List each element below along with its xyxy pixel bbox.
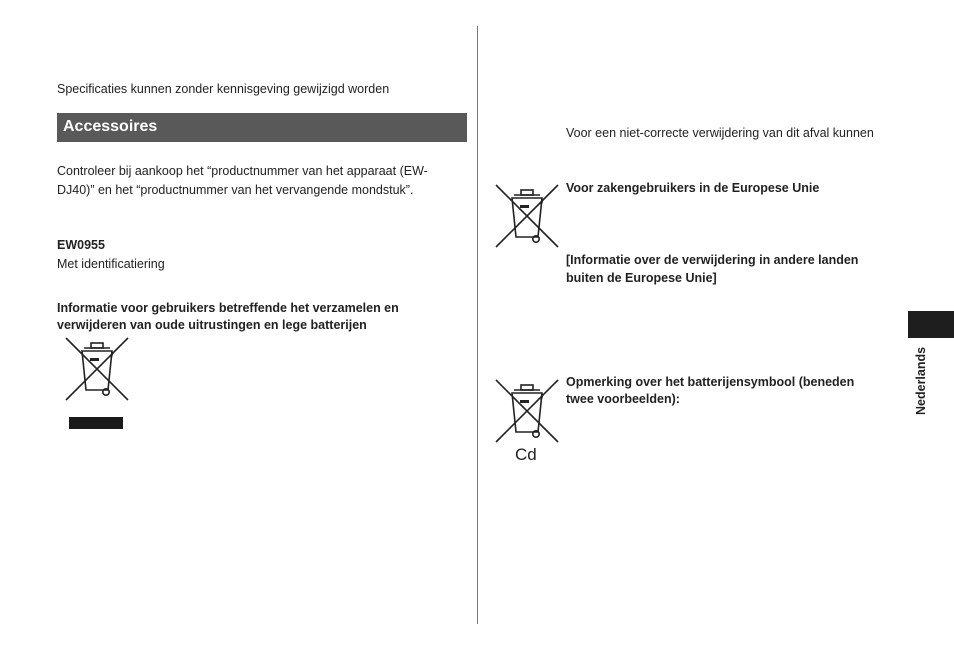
- wheelie-bin-business-icon: [494, 183, 560, 249]
- other-countries-heading-line-1: [Informatie over de verwijdering in andere landen: [566, 253, 859, 267]
- accessories-heading: Accessoires: [63, 118, 158, 135]
- accessories-section-bar: [57, 113, 467, 142]
- business-users-heading: Voor zakengebruikers in de Europese Unie: [566, 181, 820, 195]
- part-number: EW0955: [57, 238, 105, 252]
- language-tab: [908, 311, 954, 338]
- spec-note: Specificaties kunnen zonder kennisgeving gewijzigd worden: [57, 82, 390, 96]
- improper-disposal-text: Voor een niet-correcte verwijdering van dit afval kunnen: [566, 126, 874, 140]
- battery-note-line-2: twee voorbeelden):: [566, 392, 680, 406]
- language-label: Nederlands: [914, 346, 928, 415]
- battery-note-line-1: Opmerking over het batterijensymbool (beneden: [566, 375, 855, 389]
- info-heading-line-1: Informatie voor gebruikers betreffende het verzamelen en: [57, 301, 399, 315]
- cd-symbol: Cd: [515, 445, 537, 464]
- wheelie-bin-battery-icon: [494, 378, 560, 444]
- check-text-line-1: Controleer bij aankoop het “productnummer van het apparaat (EW-: [57, 164, 428, 178]
- crossed-out-wheelie-bin-icon: [64, 336, 130, 402]
- part-description: Met identificatiering: [57, 257, 165, 271]
- column-divider: [477, 26, 478, 624]
- other-countries-heading-line-2: buiten de Europese Unie]: [566, 271, 717, 285]
- separate-collection-bar: [69, 417, 123, 429]
- check-text-line-2: DJ40)” en het “productnummer van het vervangende mondstuk”.: [57, 183, 414, 197]
- info-heading-line-2: verwijderen van oude uitrustingen en lege batterijen: [57, 318, 367, 332]
